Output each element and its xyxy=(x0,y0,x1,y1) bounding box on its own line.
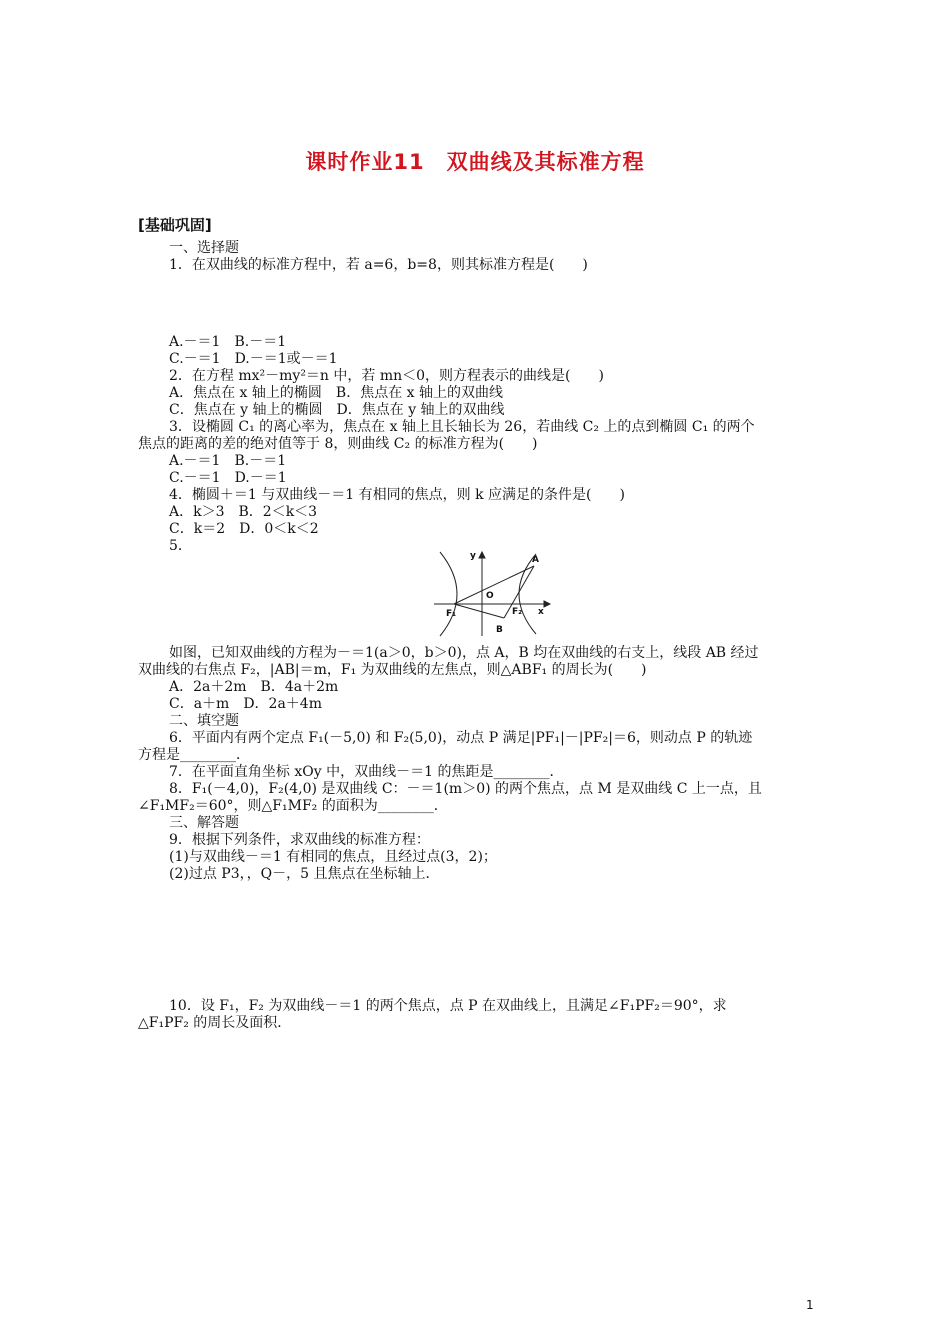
segment-f1a xyxy=(454,566,534,604)
question-8: 8．F₁(－4,0)，F₂(4,0) 是双曲线 C：－＝1(m＞0) 的两个焦点，点 M 是双曲线 C 上一点，且 xyxy=(169,781,762,797)
question-5-text: 如图，已知双曲线的方程为－＝1(a＞0，b＞0)，点 A，B 均在双曲线的右支上，线段 AB 经过 xyxy=(169,645,759,661)
x-arrow xyxy=(544,601,550,607)
question-8-cont: ∠F₁MF₂＝60°，则△F₁MF₂ 的面积为________． xyxy=(138,798,448,814)
left-branch xyxy=(440,552,457,636)
heading-fill: 二、填空题 xyxy=(169,713,239,729)
question-5: 5． xyxy=(169,538,192,554)
option-line: C．k＝2 D．0＜k＜2 xyxy=(169,521,319,537)
question-5-cont: 双曲线的右焦点 F₂，|AB|＝m，F₁ 为双曲线的左焦点，则△ABF₁ 的周长为( ) xyxy=(138,662,647,678)
label-o: O xyxy=(486,591,494,601)
segment-f1b xyxy=(454,604,504,618)
heading-solve: 三、解答题 xyxy=(169,815,239,831)
question-2: 2．在方程 mx²－my²＝n 中，若 mn＜0，则方程表示的曲线是( ) xyxy=(169,368,604,384)
hyperbola-figure xyxy=(432,548,564,638)
label-x: x xyxy=(538,607,544,617)
label-a: A xyxy=(532,555,539,565)
label-b: B xyxy=(496,625,503,635)
label-f2: F₂ xyxy=(512,607,523,617)
heading-choice: 一、选择题 xyxy=(169,240,239,256)
question-3: 3．设椭圆 C₁ 的离心率为，焦点在 x 轴上且长轴长为 26，若曲线 C₂ 上的点到椭圆 C₁ 的两个 xyxy=(169,419,755,435)
question-9-part-2: (2)过点 P3，，Q－，5 且焦点在坐标轴上． xyxy=(169,866,440,882)
question-3-cont: 焦点的距离的差的绝对值等于 8，则曲线 C₂ 的标准方程为( ) xyxy=(138,436,538,452)
label-y: y xyxy=(470,551,476,561)
question-6: 6．平面内有两个定点 F₁(－5,0) 和 F₂(5,0)，动点 P 满足|PF₁|－|PF₂|＝6，则动点 P 的轨迹 xyxy=(169,730,753,746)
question-6-cont: 方程是________． xyxy=(138,747,250,763)
option-line: C．a＋m D．2a＋4m xyxy=(169,696,322,712)
page-title: 课时作业11 双曲线及其标准方程 xyxy=(305,150,645,174)
option-line: C.－＝1 D.－＝1或－＝1 xyxy=(169,351,338,367)
question-9-part-1: (1)与双曲线－＝1 有相同的焦点，且经过点(3，2)； xyxy=(169,849,497,865)
option-line: A．焦点在 x 轴上的椭圆 B．焦点在 x 轴上的双曲线 xyxy=(169,385,503,401)
option-line: C．焦点在 y 轴上的椭圆 D．焦点在 y 轴上的双曲线 xyxy=(169,402,505,418)
y-arrow xyxy=(479,552,485,558)
question-10-cont: △F₁PF₂ 的周长及面积． xyxy=(138,1015,292,1031)
question-7: 7．在平面直角坐标 xOy 中，双曲线－＝1 的焦距是________． xyxy=(169,764,564,780)
option-line: C.－＝1 D.－＝1 xyxy=(169,470,287,486)
option-line: A．k＞3 B．2＜k＜3 xyxy=(169,504,318,520)
section-tag: [基础巩固] xyxy=(138,216,212,234)
question-9: 9．根据下列条件，求双曲线的标准方程： xyxy=(169,832,430,848)
question-1: 1．在双曲线的标准方程中，若 a=6，b=8，则其标准方程是( ) xyxy=(169,257,588,273)
page-number: 1 xyxy=(806,1298,814,1312)
label-f1: F₁ xyxy=(446,609,457,619)
question-10: 10．设 F₁，F₂ 为双曲线－＝1 的两个焦点，点 P 在双曲线上，且满足∠F₁PF₂＝90°，求 xyxy=(169,998,727,1014)
question-4: 4．椭圆＋＝1 与双曲线－＝1 有相同的焦点，则 k 应满足的条件是( ) xyxy=(169,487,625,503)
option-line: A.－＝1 B.－＝1 xyxy=(169,334,287,350)
option-line: A.－＝1 B.－＝1 xyxy=(169,453,287,469)
option-line: A．2a＋2m B．4a＋2m xyxy=(169,679,339,695)
